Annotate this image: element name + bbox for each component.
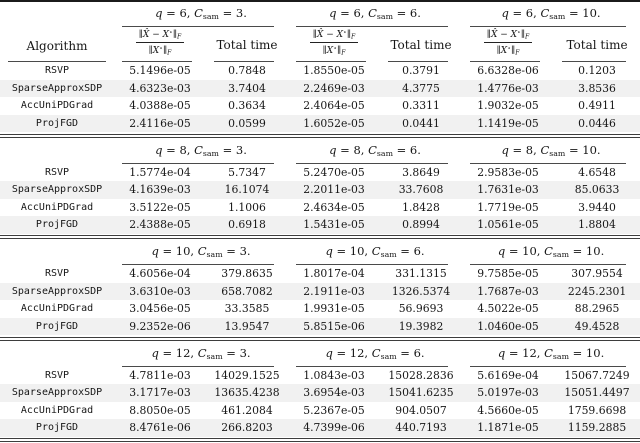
- error-value: 1.8550e-05: [303, 64, 365, 78]
- group-header-row: [0, 342, 640, 367]
- time-value: 331.1315: [395, 267, 447, 281]
- error-value: 2.4116e-05: [129, 116, 191, 130]
- algorithm-name: RSVP: [44, 369, 70, 381]
- algorithm-name: AccUniPDGrad: [20, 303, 94, 315]
- error-header-cell: [114, 27, 206, 63]
- relative-error-formula: [310, 27, 359, 59]
- formula-denominator: $\parallel X^⋆\parallel_F$: [148, 45, 172, 57]
- algorithm-header: Algorithm: [26, 39, 88, 54]
- time-value: 1.8804: [578, 218, 616, 232]
- algorithm-name: RSVP: [44, 166, 70, 178]
- error-value: 4.6323e-03: [129, 81, 191, 95]
- error-value: 4.5660e-05: [477, 403, 539, 417]
- error-header-cell: [462, 27, 554, 63]
- time-value: 904.0507: [395, 403, 447, 417]
- relative-error-formula: [136, 27, 185, 59]
- error-value: 1.4776e-03: [477, 81, 539, 95]
- error-value: 1.9931e-05: [303, 302, 365, 316]
- error-value: 5.2470e-05: [303, 165, 365, 179]
- error-value: 1.1419e-05: [477, 116, 539, 130]
- error-value: 4.7811e-03: [129, 368, 191, 382]
- group-title: q = 8, $C_{sam} = 3$.: [155, 142, 247, 158]
- group-header-cell: [462, 1, 640, 27]
- table-row: [0, 300, 640, 318]
- group-title: q = 6, $C_{sam} = 3$.: [155, 6, 247, 21]
- formula-denominator: $\parallel X^⋆\parallel_F$: [322, 45, 346, 57]
- time-value: 0.0441: [402, 116, 440, 130]
- time-value: 0.4911: [578, 99, 616, 113]
- time-value: 4.3775: [402, 81, 440, 95]
- error-value: 1.1871e-05: [477, 421, 539, 435]
- error-value: 3.5122e-05: [129, 200, 191, 214]
- error-value: 8.8050e-05: [129, 403, 191, 417]
- time-value: 0.3634: [228, 99, 266, 113]
- formula-numerator: ∥X̂ − $X^⋆\parallel_F$: [484, 27, 533, 43]
- error-value: 2.9583e-05: [477, 165, 539, 179]
- algorithm-name: SparseApproxSDP: [11, 387, 103, 399]
- double-rule: [0, 235, 640, 239]
- group-header-cell: [462, 139, 640, 164]
- error-value: 5.0197e-03: [477, 386, 539, 400]
- time-value: 56.9693: [398, 302, 444, 316]
- group-title: q = 10, $C_{sam} = 6$.: [325, 244, 425, 260]
- time-value: 15041.6235: [388, 386, 454, 400]
- table-row: [0, 283, 640, 301]
- spacer-cell: [0, 1, 114, 27]
- group-title: q = 8, $C_{sam} = 6$.: [329, 142, 421, 158]
- group-title: q = 8, $C_{sam} = 10$.: [501, 142, 601, 158]
- time-value: 33.7608: [398, 183, 444, 197]
- time-value: 4.6548: [578, 165, 616, 179]
- time-value: 5.7347: [228, 165, 266, 179]
- group-title: q = 12, $C_{sam} = 10$.: [497, 345, 605, 361]
- time-value: 3.9440: [578, 200, 616, 214]
- bottom-rule-row: [0, 437, 640, 443]
- error-value: 4.1639e-03: [129, 183, 191, 197]
- time-value: 1159.2885: [567, 421, 627, 435]
- time-value: 1326.5374: [391, 284, 451, 298]
- time-value: 658.7082: [221, 284, 273, 298]
- time-value: 16.1074: [224, 183, 270, 197]
- total-time-header: Total time: [390, 38, 452, 53]
- time-value: 88.2965: [574, 302, 620, 316]
- error-value: 9.2352e-06: [129, 319, 191, 333]
- error-value: 4.6056e-04: [129, 267, 191, 281]
- table-row: [0, 115, 640, 133]
- time-value: 19.3982: [398, 319, 444, 333]
- time-value: 33.3585: [224, 302, 270, 316]
- group-title: q = 12, $C_{sam} = 3$.: [151, 345, 251, 361]
- algorithm-name: ProjFGD: [35, 320, 79, 332]
- error-value: 1.0843e-03: [303, 368, 365, 382]
- group-header-cell: [462, 240, 640, 265]
- algorithm-name: SparseApproxSDP: [11, 285, 103, 297]
- formula-numerator: ∥X̂ − $X^⋆\parallel_F$: [136, 27, 185, 43]
- table-row: [0, 80, 640, 98]
- algorithm-name: SparseApproxSDP: [11, 82, 103, 94]
- table-row: [0, 216, 640, 234]
- error-value: 2.4388e-05: [129, 218, 191, 232]
- group-header-row: [0, 240, 640, 265]
- double-rule: [0, 337, 640, 341]
- error-value: 1.5431e-05: [303, 218, 365, 232]
- double-rule: [0, 134, 640, 138]
- error-value: 3.1717e-03: [129, 386, 191, 400]
- error-value: 3.6954e-03: [303, 386, 365, 400]
- time-value: 13635.4238: [214, 386, 280, 400]
- error-value: 2.2469e-03: [303, 81, 365, 95]
- algorithm-header-cell: [0, 27, 114, 63]
- table-row: [0, 265, 640, 283]
- time-value: 14029.1525: [214, 368, 280, 382]
- total-time-header: Total time: [216, 38, 278, 53]
- group-header-cell: [462, 342, 640, 367]
- error-value: 1.0460e-05: [477, 319, 539, 333]
- table-row: [0, 164, 640, 182]
- group-header-cell: [114, 240, 288, 265]
- error-value: 2.4634e-05: [303, 200, 365, 214]
- time-value: 2245.2301: [567, 284, 627, 298]
- error-value: 4.7399e-06: [303, 421, 365, 435]
- group-header-cell: [288, 240, 462, 265]
- group-title: q = 12, $C_{sam} = 6$.: [325, 345, 425, 361]
- algorithm-name: ProjFGD: [35, 117, 79, 129]
- time-value: 3.8649: [402, 165, 440, 179]
- error-value: 1.9032e-05: [477, 99, 539, 113]
- total-time-header: Total time: [566, 38, 628, 53]
- formula-numerator: ∥X̂ − $X^⋆\parallel_F$: [310, 27, 359, 43]
- error-value: 5.1496e-05: [129, 64, 191, 78]
- algorithm-name: ProjFGD: [35, 422, 79, 434]
- group-title: q = 10, $C_{sam} = 3$.: [151, 244, 251, 260]
- spacer-cell: [0, 240, 114, 265]
- error-value: 8.4761e-06: [129, 421, 191, 435]
- table-row: [0, 199, 640, 217]
- group-title: q = 6, $C_{sam} = 10$.: [501, 6, 601, 21]
- time-header-cell: [554, 27, 640, 63]
- error-value: 1.0561e-05: [477, 218, 539, 232]
- time-value: 15028.2836: [388, 368, 454, 382]
- algorithm-name: AccUniPDGrad: [20, 404, 94, 416]
- table-row: [0, 402, 640, 420]
- group-header-cell: [114, 139, 288, 164]
- table-row: [0, 367, 640, 385]
- time-value: 0.1203: [578, 64, 616, 78]
- time-value: 0.0599: [228, 116, 266, 130]
- time-value: 0.6918: [228, 218, 266, 232]
- time-value: 85.0633: [574, 183, 620, 197]
- algorithm-name: RSVP: [44, 65, 70, 77]
- algorithm-name: AccUniPDGrad: [20, 201, 94, 213]
- error-value: 6.6328e-06: [477, 64, 539, 78]
- relative-error-formula: [484, 27, 533, 59]
- time-value: 0.0446: [578, 116, 616, 130]
- error-value: 1.7687e-03: [477, 284, 539, 298]
- group-header-cell: [288, 139, 462, 164]
- error-value: 3.6310e-03: [129, 284, 191, 298]
- time-value: 0.3311: [402, 99, 440, 113]
- group-title: q = 10, $C_{sam} = 10$.: [497, 244, 605, 260]
- time-value: 440.7193: [395, 421, 447, 435]
- algorithm-name: AccUniPDGrad: [20, 100, 94, 112]
- time-value: 379.8635: [221, 267, 273, 281]
- group-header-row: [0, 139, 640, 164]
- time-value: 1.1006: [228, 200, 266, 214]
- error-value: 1.7719e-05: [477, 200, 539, 214]
- group-header-cell: [288, 342, 462, 367]
- time-value: 1.8428: [402, 200, 440, 214]
- group-header-row: [0, 1, 640, 27]
- time-header-cell: [206, 27, 288, 63]
- spacer-cell: [0, 342, 114, 367]
- error-value: 4.0388e-05: [129, 99, 191, 113]
- algorithm-name: ProjFGD: [35, 219, 79, 231]
- time-header-cell: [380, 27, 462, 63]
- time-value: 0.7848: [228, 64, 266, 78]
- error-value: 5.2367e-05: [303, 403, 365, 417]
- table-row: [0, 419, 640, 437]
- time-value: 1759.6698: [567, 403, 627, 417]
- time-value: 13.9547: [224, 319, 270, 333]
- group-header-cell: [288, 1, 462, 27]
- error-value: 2.4064e-05: [303, 99, 365, 113]
- time-value: 307.9554: [571, 267, 623, 281]
- table-row: [0, 318, 640, 336]
- time-value: 15051.4497: [564, 386, 630, 400]
- error-value: 1.8017e-04: [303, 267, 365, 281]
- algorithm-name: RSVP: [44, 268, 70, 280]
- group-title: q = 6, $C_{sam} = 6$.: [329, 6, 421, 21]
- group-header-cell: [114, 342, 288, 367]
- error-value: 1.7631e-03: [477, 183, 539, 197]
- time-value: 0.3791: [402, 64, 440, 78]
- error-value: 9.7585e-05: [477, 267, 539, 281]
- error-value: 5.8515e-06: [303, 319, 365, 333]
- algorithm-name: SparseApproxSDP: [11, 184, 103, 196]
- time-value: 3.8536: [578, 81, 616, 95]
- table-row: [0, 181, 640, 199]
- table-row: [0, 62, 640, 80]
- error-value: 1.5774e-04: [129, 165, 191, 179]
- time-value: 49.4528: [574, 319, 620, 333]
- table-row: [0, 97, 640, 115]
- error-value: 3.0456e-05: [129, 302, 191, 316]
- error-value: 2.2011e-03: [303, 183, 365, 197]
- column-header-row: [0, 27, 640, 63]
- spacer-cell: [0, 139, 114, 164]
- double-rule: [0, 438, 640, 442]
- time-value: 0.8994: [402, 218, 440, 232]
- error-value: 1.6052e-05: [303, 116, 365, 130]
- formula-denominator: $\parallel X^⋆\parallel_F$: [496, 45, 520, 57]
- error-header-cell: [288, 27, 380, 63]
- time-value: 461.2084: [221, 403, 273, 417]
- error-value: 5.6169e-04: [477, 368, 539, 382]
- time-value: 3.7404: [228, 81, 266, 95]
- group-header-cell: [114, 1, 288, 27]
- time-value: 15067.7249: [564, 368, 630, 382]
- table-row: [0, 384, 640, 402]
- error-value: 2.1911e-03: [303, 284, 365, 298]
- error-value: 4.5022e-05: [477, 302, 539, 316]
- time-value: 266.8203: [221, 421, 273, 435]
